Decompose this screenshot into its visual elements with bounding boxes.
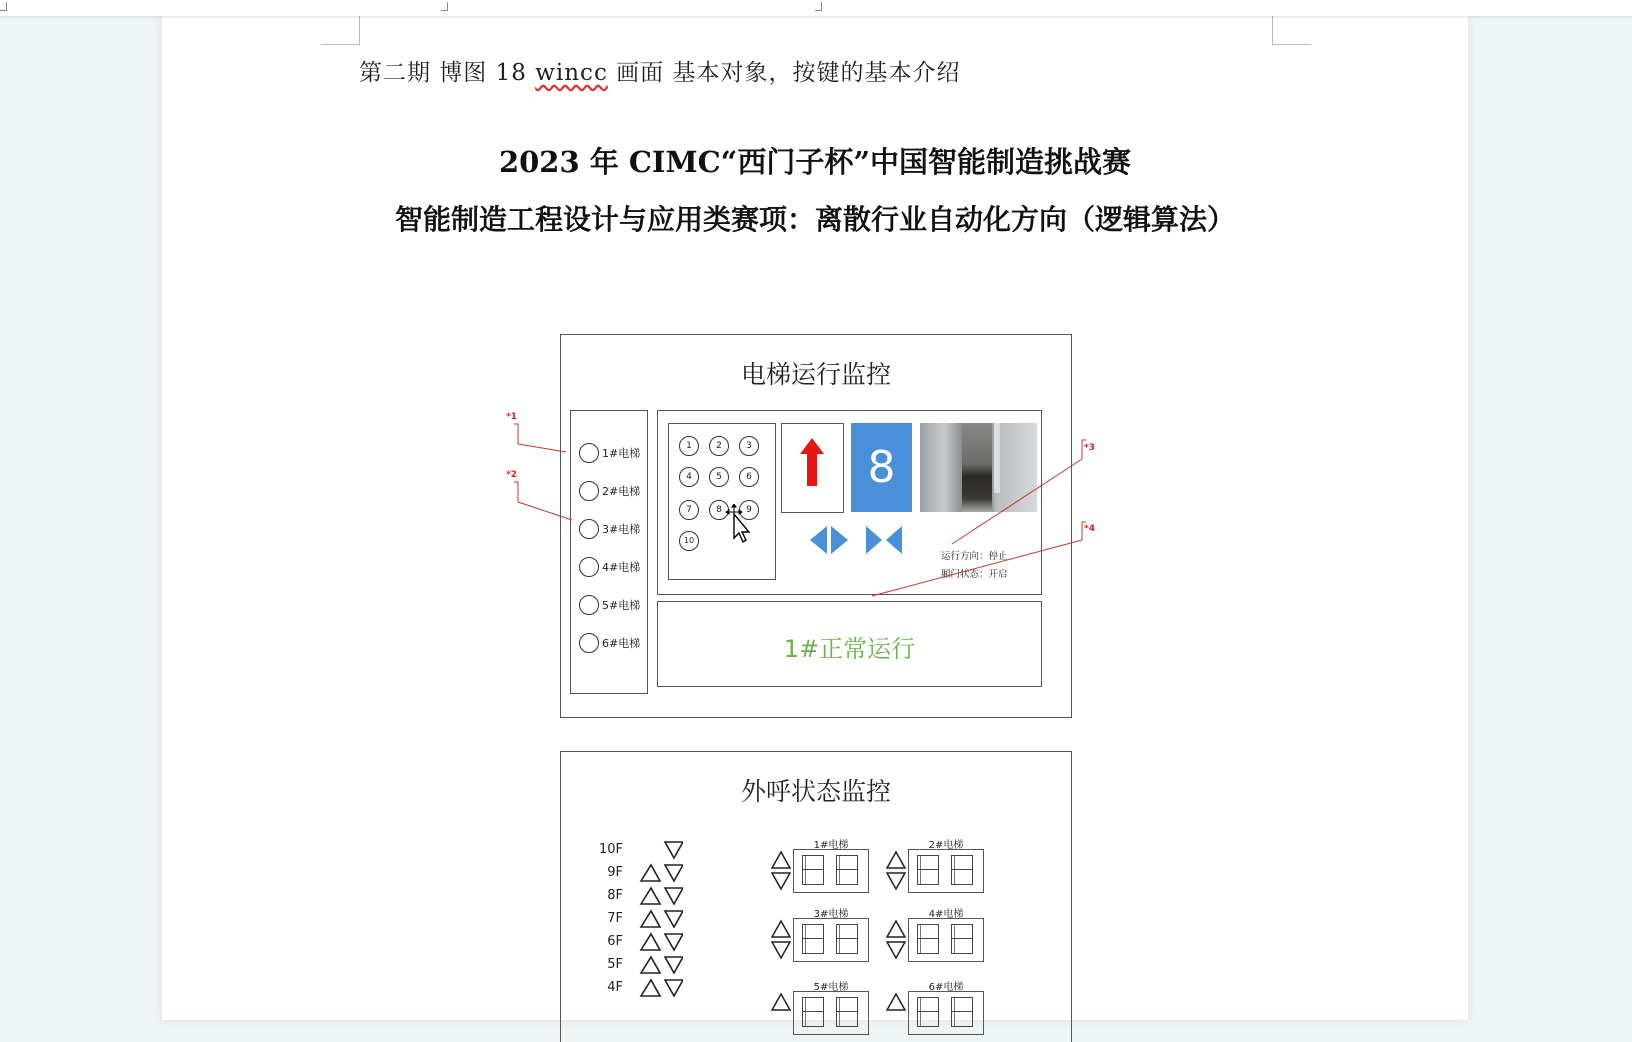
elevator-floor-display-1 bbox=[793, 849, 869, 893]
horizontal-ruler[interactable] bbox=[0, 0, 1632, 16]
floor-key-6[interactable]: 6 bbox=[739, 467, 759, 487]
floor-label: 4F bbox=[607, 980, 623, 995]
camera-door-image bbox=[962, 423, 992, 512]
floor-label: 5F bbox=[607, 957, 623, 972]
annotation-1: *1 bbox=[506, 412, 517, 422]
floor-key-5[interactable]: 5 bbox=[709, 467, 729, 487]
ruler-marker[interactable] bbox=[815, 2, 822, 11]
display-label: 3#电梯 bbox=[813, 909, 849, 920]
radio-circle-icon[interactable] bbox=[579, 557, 599, 577]
door-close-icon[interactable] bbox=[864, 524, 904, 556]
door-status bbox=[941, 566, 1008, 584]
elevator-label: 4#电梯 bbox=[602, 561, 641, 574]
up-arrow-icon bbox=[782, 424, 843, 512]
floor-label: 7F bbox=[607, 911, 623, 926]
ruler-marker[interactable] bbox=[441, 2, 448, 11]
display-label: 4#电梯 bbox=[928, 909, 964, 920]
heading-text-2: 画面 基本对象，按键的基本介绍 bbox=[607, 60, 961, 86]
elevator-floor-display-5 bbox=[793, 991, 869, 1035]
running-status-message: 1#正常运行 bbox=[783, 635, 916, 663]
elevator-label: 6#电梯 bbox=[602, 637, 641, 650]
document-title: 2023 年 CIMC“西门子杯”中国智能制造挑战赛 bbox=[498, 145, 1132, 179]
door-label: 厢门状态： bbox=[941, 569, 989, 580]
elevator-floor-display-6 bbox=[908, 991, 984, 1035]
elevator-monitor-figure[interactable] bbox=[560, 334, 1072, 718]
elevator-floor-display-2 bbox=[908, 849, 984, 893]
door-value: 开启 bbox=[988, 569, 1008, 580]
up-down-indicator-icon bbox=[886, 918, 906, 962]
elevator-label: 2#电梯 bbox=[602, 485, 641, 498]
display-label: 1#电梯 bbox=[813, 840, 849, 851]
door-open-icon[interactable] bbox=[808, 524, 850, 556]
elevator-select-list bbox=[570, 410, 648, 694]
floor-label: 6F bbox=[607, 934, 623, 949]
document-subtitle: 智能制造工程设计与应用类赛项：离散行业自动化方向（逻辑算法） bbox=[394, 203, 1235, 236]
floor-key-9[interactable]: 9 bbox=[739, 500, 759, 520]
up-down-indicator-icon bbox=[771, 918, 791, 962]
up-down-indicator-icon bbox=[771, 991, 791, 1035]
elevator-radio-5[interactable] bbox=[579, 595, 640, 615]
up-down-indicator-icon bbox=[771, 849, 791, 893]
elevator-floor-display-4 bbox=[908, 918, 984, 962]
elevator-camera-view bbox=[920, 423, 1037, 512]
floor-key-10[interactable]: 10 bbox=[679, 531, 699, 551]
display-label: 6#电梯 bbox=[928, 982, 964, 993]
elevator-control-panel bbox=[657, 410, 1042, 595]
figure-title: 外呼状态监控 bbox=[740, 777, 891, 806]
up-down-indicator-icon bbox=[886, 991, 906, 1035]
elevator-label: 5#电梯 bbox=[602, 599, 641, 612]
elevator-radio-4[interactable] bbox=[579, 557, 640, 577]
camera-panel-image bbox=[994, 423, 1000, 493]
floor-key-8[interactable]: 8 bbox=[709, 500, 729, 520]
elevator-label: 3#电梯 bbox=[602, 523, 641, 536]
floor-label: 8F bbox=[607, 888, 623, 903]
radio-circle-icon[interactable] bbox=[579, 519, 599, 539]
direction-label: 运行方向： bbox=[941, 551, 989, 562]
ruler-marker[interactable] bbox=[0, 2, 7, 11]
heading-text-1: 第二期 博图 18 bbox=[359, 60, 536, 86]
direction-status bbox=[941, 548, 1008, 566]
elevator-radio-2[interactable] bbox=[579, 481, 640, 501]
radio-circle-icon[interactable] bbox=[579, 481, 599, 501]
mouse-move-cursor-icon bbox=[725, 504, 755, 548]
elevator-label: 1#电梯 bbox=[602, 447, 641, 460]
document-page bbox=[162, 16, 1468, 1020]
door-buttons bbox=[808, 524, 904, 556]
elevator-radio-6[interactable] bbox=[579, 633, 640, 653]
hall-call-monitor-figure[interactable] bbox=[560, 751, 1072, 1042]
direction-indicator bbox=[781, 423, 844, 513]
floor-keypad bbox=[668, 423, 776, 580]
message-panel bbox=[657, 601, 1042, 687]
floor-key-7[interactable]: 7 bbox=[679, 500, 699, 520]
document-heading[interactable] bbox=[359, 54, 960, 87]
figure-title: 电梯运行监控 bbox=[740, 360, 891, 389]
spellcheck-word[interactable]: wincc bbox=[535, 60, 608, 86]
elevator-radio-3[interactable] bbox=[579, 519, 640, 539]
floor-key-1[interactable]: 1 bbox=[679, 436, 699, 456]
current-floor-display: 8 bbox=[851, 423, 912, 512]
floor-label: 10F bbox=[598, 842, 623, 857]
display-label: 5#电梯 bbox=[813, 982, 849, 993]
down-call-10f-icon bbox=[665, 842, 683, 858]
floor-key-3[interactable]: 3 bbox=[739, 436, 759, 456]
margin-corner-top-right bbox=[1272, 16, 1311, 45]
direction-value: 停止 bbox=[988, 551, 1008, 562]
floor-key-2[interactable]: 2 bbox=[709, 436, 729, 456]
up-down-indicator-icon bbox=[886, 849, 906, 893]
annotation-4: *4 bbox=[1084, 524, 1095, 534]
radio-circle-icon[interactable] bbox=[579, 595, 599, 615]
display-label: 2#电梯 bbox=[928, 840, 964, 851]
radio-circle-icon[interactable] bbox=[579, 633, 599, 653]
radio-circle-icon[interactable] bbox=[579, 443, 599, 463]
annotation-2: *2 bbox=[506, 470, 517, 480]
elevator-radio-1[interactable] bbox=[579, 443, 640, 463]
hall-call-buttons[interactable] bbox=[633, 838, 683, 1008]
annotation-3: *3 bbox=[1084, 443, 1095, 453]
margin-corner-top-left bbox=[321, 16, 360, 45]
floor-label: 9F bbox=[607, 865, 623, 880]
elevator-status bbox=[941, 548, 1008, 584]
elevator-floor-display-3 bbox=[793, 918, 869, 962]
floor-key-4[interactable]: 4 bbox=[679, 467, 699, 487]
